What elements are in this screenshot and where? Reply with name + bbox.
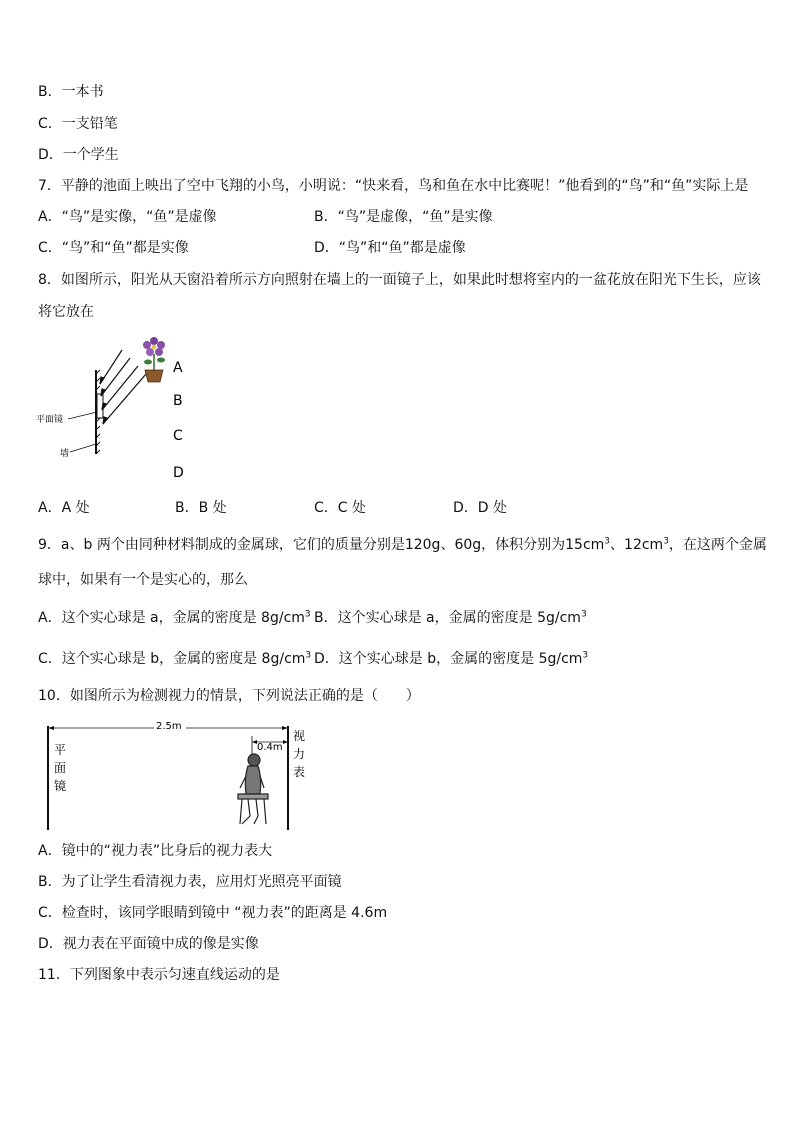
q9-option-c-text: C．这个实心球是 b，金属的密度是 8g/cm [38,651,306,667]
q9-text-end: ，在这两个金属 [668,537,767,553]
mirror-label-char-2: 面 [54,761,67,775]
flower-pot-icon [143,337,165,382]
wall-label: 墙 [60,449,70,459]
question-8-line-1: 8．如图所示，阳光从天窗沿着所示方向照射在墙上的一面镜子上，如果此时想将室内的一盆花放在阳光下生长，应该 [38,272,761,288]
q9-option-a-text: A．这个实心球是 a，金属的密度是 8g/cm [38,610,305,626]
q9-volume-a: 15cm [565,537,605,553]
superscript-3: 3 [305,650,312,661]
q7-option-b: B．“鸟”是虚像，“鱼”是实像 [314,209,493,225]
q9-separator-1: 、 [440,537,455,553]
q10-option-b: B．为了让学生看清视力表，应用灯光照亮平面镜 [38,874,342,890]
q9-mass-b: 60g [454,537,482,553]
superscript-3: 3 [580,609,587,620]
superscript-3: 3 [304,609,311,620]
position-c-label: C [173,428,183,444]
q9-option-d-text: D．这个实心球是 b，金属的密度是 5g/cm [314,651,583,667]
q9-mass-a: 120g [404,537,441,553]
q9-option-a [38,609,311,627]
q8-option-c: C．C 处 [314,500,367,516]
seated-student-icon [238,754,268,824]
eye-test-figure [42,716,312,834]
q7-option-a: A．“鸟”是实像，“鱼”是虚像 [38,209,217,225]
q9-option-d [314,650,588,668]
mirror-sunlight-figure [34,332,204,492]
question-11: 11．下列图象中表示匀速直线运动的是 [38,967,280,983]
mirror-label: 平面镜 [36,415,64,425]
q9-text-start: 9．a、b 两个由同种材料制成的金属球，它们的质量分别是 [38,537,405,553]
q8-option-b: B．B 处 [175,500,227,516]
option-b-book: B．一本书 [38,84,104,100]
q8-option-d: D．D 处 [453,500,508,516]
superscript-3: 3 [582,650,589,661]
question-9-line-1 [38,536,767,554]
superscript-3: 3 [604,536,611,547]
distance-total-label: 2.5m [156,721,182,732]
superscript-3: 3 [663,536,669,547]
option-c-pencil: C．一支铅笔 [38,116,118,132]
q9-option-c [38,650,311,668]
position-a-label: A [173,360,183,376]
position-b-label: B [173,393,183,409]
q9-volume-b: 12cm [624,537,664,553]
mirror-label-char-3: 镜 [54,779,67,793]
q9-option-b-text: B．这个实心球是 a，金属的密度是 5g/cm [314,610,581,626]
mirror-label-char-1: 平 [54,743,67,757]
question-9-line-2: 球中，如果有一个是实心的，那么 [38,572,248,588]
q7-option-d: D．“鸟”和“鱼”都是虚像 [314,240,466,256]
chart-label-char-1: 视 [293,729,306,743]
q10-option-d: D．视力表在平面镜中成的像是实像 [38,936,259,952]
q8-option-a: A．A 处 [38,500,90,516]
q10-option-a: A．镜中的“视力表”比身后的视力表大 [38,843,273,859]
question-8-line-2: 将它放在 [38,304,94,320]
question-10: 10．如图所示为检测视力的情景，下列说法正确的是（ ） [38,688,420,704]
q7-option-c: C．“鸟”和“鱼”都是实像 [38,240,189,256]
q9-text-mid: ，体积分别为 [481,537,566,553]
q10-option-c: C．检查时，该同学眼睛到镜中 “视力表”的距离是 4.6m [38,905,388,921]
distance-short-label: 0.4m [257,742,283,753]
q9-option-b [314,609,587,627]
chart-label-char-2: 力 [293,747,306,761]
q9-separator-2: 、 [610,537,625,553]
position-d-label: D [173,465,184,481]
chart-label-char-3: 表 [293,765,306,779]
question-7: 7．平静的池面上映出了空中飞翔的小鸟，小明说：“快来看，鸟和鱼在水中比赛呢！”他看到的“鸟”和“鱼”实际上是 [38,178,749,194]
option-d-student: D．一个学生 [38,147,119,163]
